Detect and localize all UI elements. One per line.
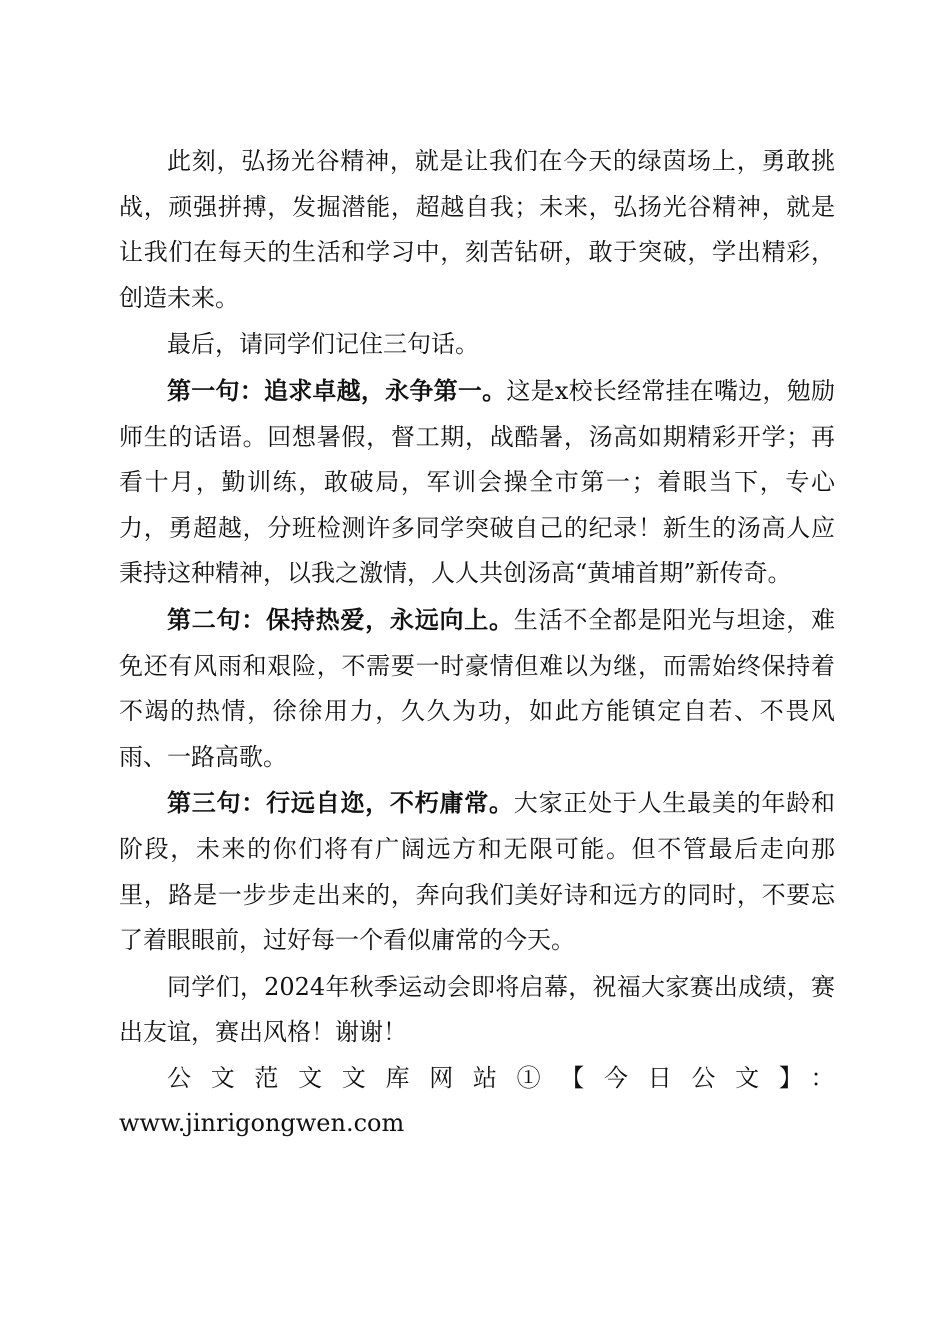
paragraph-closing — [119, 964, 835, 1056]
paragraph-text: 此刻，弘扬光谷精神，就是让我们在今天的绿茵场上，勇敢挑战，顽强拼搏，发掘潜能，超越自我；未来，弘扬光谷精神，就是让我们在每天的生活和学习中，刻苦钻研，敢于突破，学出精彩，创造未来。 — [119, 147, 835, 312]
paragraph-three-sentences — [119, 321, 835, 368]
paragraph-spirit — [119, 138, 835, 321]
paragraph-text: 最后，请同学们记住三句话。 — [167, 330, 479, 359]
paragraph-third-sentence — [119, 780, 835, 963]
paragraph-lead: 第三句：行远自迩，不朽庸常。 — [167, 788, 514, 818]
paragraph-text: 同学们，2024年秋季运动会即将启幕，祝福大家赛出成绩，赛出友谊，赛出风格！谢谢！ — [119, 972, 835, 1047]
paragraph-first-sentence — [119, 368, 835, 597]
paragraph-lead: 第二句：保持热爱，永远向上。 — [167, 604, 514, 634]
site-url: www.jinrigongwen.com — [119, 1109, 405, 1138]
paragraph-lead: 第一句：追求卓越，永争第一。 — [167, 375, 507, 405]
paragraph-text: 大家正处于人生最美的年龄和阶段，未来的你们将有广阔远方和无限可能。但不管最后走向那里，路是一步步走出来的，奔向我们美好诗和远方的同时，不要忘了着眼眼前，过好每一个看似庸常的今天。 — [119, 789, 836, 955]
paragraph-text: 生活不全都是阳光与坦途，难免还有风雨和艰险，不需要一时豪情但难以为继，而需始终保持着不竭的热情，徐徐用力，久久为功，如此方能镇定自若、不畏风雨、一路高歌。 — [119, 605, 836, 771]
document-body — [119, 138, 835, 1147]
paragraph-text: 这是x校长经常挂在嘴边，勉励师生的话语。回想暑假，督工期，战酷暑，汤高如期精彩开学；再看十月，勤训练，敢破局，军训会操全市第一；着眼当下，专心力，勇超越，分班检测许多同学突破自己的纪录！新生的汤高人应秉持这种精神，以我之激情，人人共创汤高“黄埔首期”新传奇。 — [119, 376, 836, 588]
paragraph-second-sentence — [119, 597, 835, 780]
site-credit-line: 公文范文文库网站①【今日公文】： — [167, 1063, 835, 1092]
